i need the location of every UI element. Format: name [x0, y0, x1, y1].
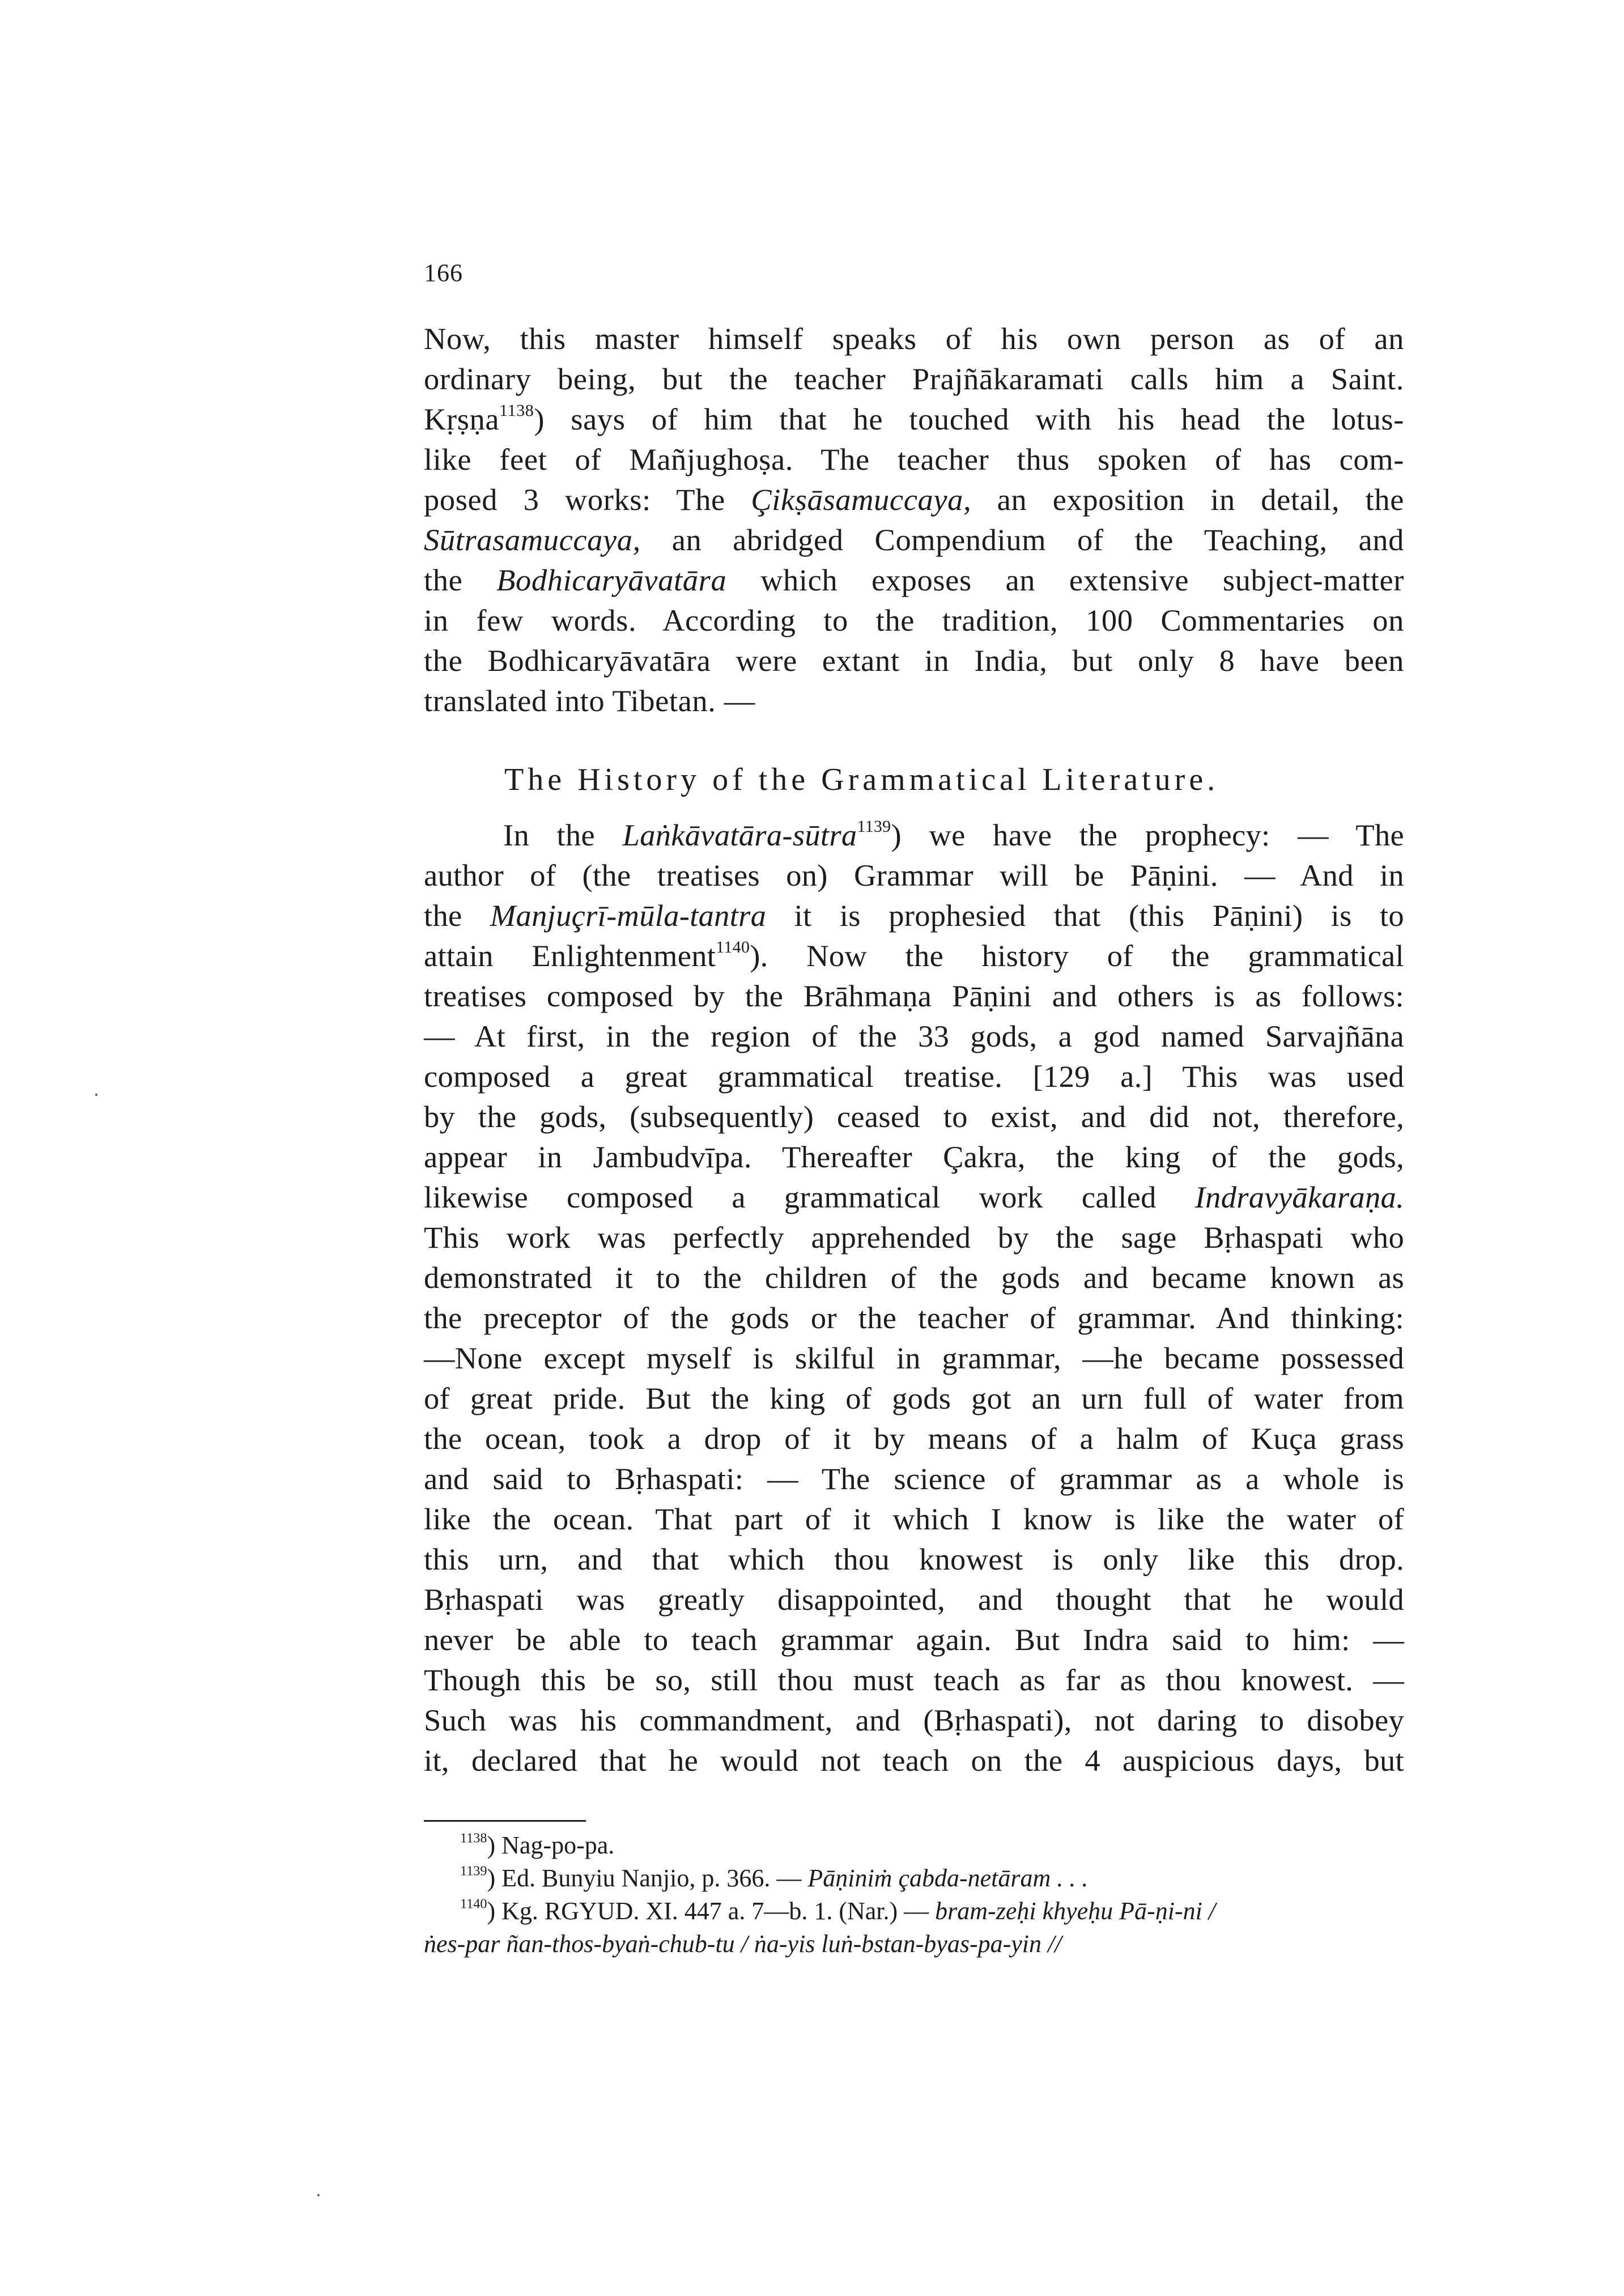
text-line: attain Enlightenment$^{1140}$). Now the history of the grammatical — [424, 938, 1404, 973]
footnotes — [424, 1829, 1404, 1961]
work-title: Laṅkāvatāra-sūtra — [622, 818, 857, 852]
work-title: Indravyākaraṇa. — [1194, 1180, 1404, 1214]
text-line: in few words. According to the tradition, 100 Commentaries on — [424, 603, 1404, 637]
text-line: like the ocean. That part of it which I know is like the water of — [424, 1502, 1404, 1536]
text-line: Sūtrasamuccaya, an abridged Compendium of the Teaching, and — [424, 522, 1404, 557]
footnote-1140: $^{1140}$) Kg. RGYUD. XI. 447 a. 7—b. 1. (Nar.) — bram-zeḥi khyeḥu Pā-ṇi-ni / — [460, 1896, 1216, 1925]
paragraph-bodhicaryavatara — [424, 318, 1404, 721]
text-line: demonstrated it to the children of the gods and became known as — [424, 1260, 1404, 1295]
text-line: the Bodhicaryāvatāra which exposes an extensive subject-matter — [424, 563, 1404, 597]
text-line: translated into Tibetan. — — [424, 683, 755, 718]
scan-speck — [317, 2194, 320, 2196]
footnote-ref-1139: 1139 — [857, 817, 891, 836]
text-line: — At first, in the region of the 33 gods, a god named Sarvajñāna — [424, 1019, 1404, 1053]
text-line: ordinary being, but the teacher Prajñākaramati calls him a Saint. — [424, 362, 1404, 396]
page-number: 166 — [424, 259, 463, 287]
footnote-ref-1140: 1140 — [716, 938, 750, 957]
work-title: Bodhicaryāvatāra — [496, 563, 727, 597]
section-heading: The History of the Grammatical Literature. — [504, 762, 1219, 797]
text-line: posed 3 works: The Çikṣāsamuccaya, an exposition in detail, the — [424, 482, 1404, 517]
text-line: never be able to teach grammar again. But Indra said to him: — — [424, 1622, 1404, 1657]
text-line: Bṛhaspati was greatly disappointed, and thought that he would — [424, 1582, 1404, 1617]
text-line: the preceptor of the gods or the teacher of grammar. And thinking: — [424, 1300, 1404, 1335]
work-title: Çikṣāsamuccaya, — [751, 482, 972, 517]
text-line: appear in Jambudvīpa. Thereafter Çakra, the king of the gods, — [424, 1140, 1404, 1174]
text-line: Now, this master himself speaks of his own person as of an — [424, 321, 1404, 356]
text-line: likewise composed a grammatical work called Indravyākaraṇa. — [424, 1180, 1404, 1214]
text-line: this urn, and that which thou knowest is only like this drop. — [424, 1542, 1404, 1576]
text-line: like feet of Mañjughoṣa. The teacher thus spoken of has com- — [424, 442, 1404, 477]
text-line: —None except myself is skilful in grammar, —he became possessed — [424, 1341, 1404, 1375]
text-line: This work was perfectly apprehended by the sage Bṛhaspati who — [424, 1220, 1404, 1255]
text-line: of great pride. But the king of gods got an urn full of water from — [424, 1381, 1404, 1415]
text-line: the ocean, took a drop of it by means of a halm of Kuça grass — [424, 1421, 1404, 1456]
footnote-ref-1138: 1138 — [499, 401, 534, 420]
text-line: the Manjuçrī-mūla-tantra it is prophesied that (this Pāṇini) is to — [424, 898, 1404, 933]
text-line: treatises composed by the Brāhmaṇa Pāṇini and others is as follows: — [424, 979, 1404, 1013]
text-line: Though this be so, still thou must teach as far as thou knowest. — — [424, 1663, 1404, 1697]
footnote-separator — [424, 1820, 586, 1822]
text-line: and said to Bṛhaspati: — The science of grammar as a whole is — [424, 1461, 1404, 1496]
text-line: In the Laṅkāvatāra-sūtra$^{1139}$) we have the prophecy: — The — [503, 817, 1404, 852]
footnote-1140-continuation: ṅes-par ñan-thos-byaṅ-chub-tu / ṅa-yis luṅ-bstan-byas-pa-yin // — [424, 1930, 1062, 1958]
scan-speck — [95, 1094, 97, 1096]
text-line: composed a great grammatical treatise. [129 a.] This was used — [424, 1059, 1404, 1094]
work-title: Manjuçrī-mūla-tantra — [490, 898, 767, 933]
text-line: author of (the treatises on) Grammar will be Pāṇini. — And in — [424, 858, 1404, 892]
text-line: Such was his commandment, and (Bṛhaspati), not daring to disobey — [424, 1703, 1404, 1737]
text-line: the Bodhicaryāvatāra were extant in India, but only 8 have been — [424, 643, 1404, 678]
footnote-1139: $^{1139}$) Ed. Bunyiu Nanjio, p. 366. — Pāṇiniṁ çabda-netāram . . . — [460, 1863, 1089, 1892]
text-line: Kṛṣṇa$^{1138}$) says of him that he touched with his head the lotus- — [424, 401, 1404, 436]
paragraph-grammar-history — [424, 815, 1404, 1780]
text-line: it, declared that he would not teach on the 4 auspicious days, but — [424, 1743, 1404, 1778]
footnote-1138: $^{1138}$) Nag-po-pa. — [460, 1830, 615, 1859]
text-line: by the gods, (subsequently) ceased to exist, and did not, therefore, — [424, 1099, 1404, 1134]
work-title: Sūtrasamuccaya, — [424, 522, 641, 557]
